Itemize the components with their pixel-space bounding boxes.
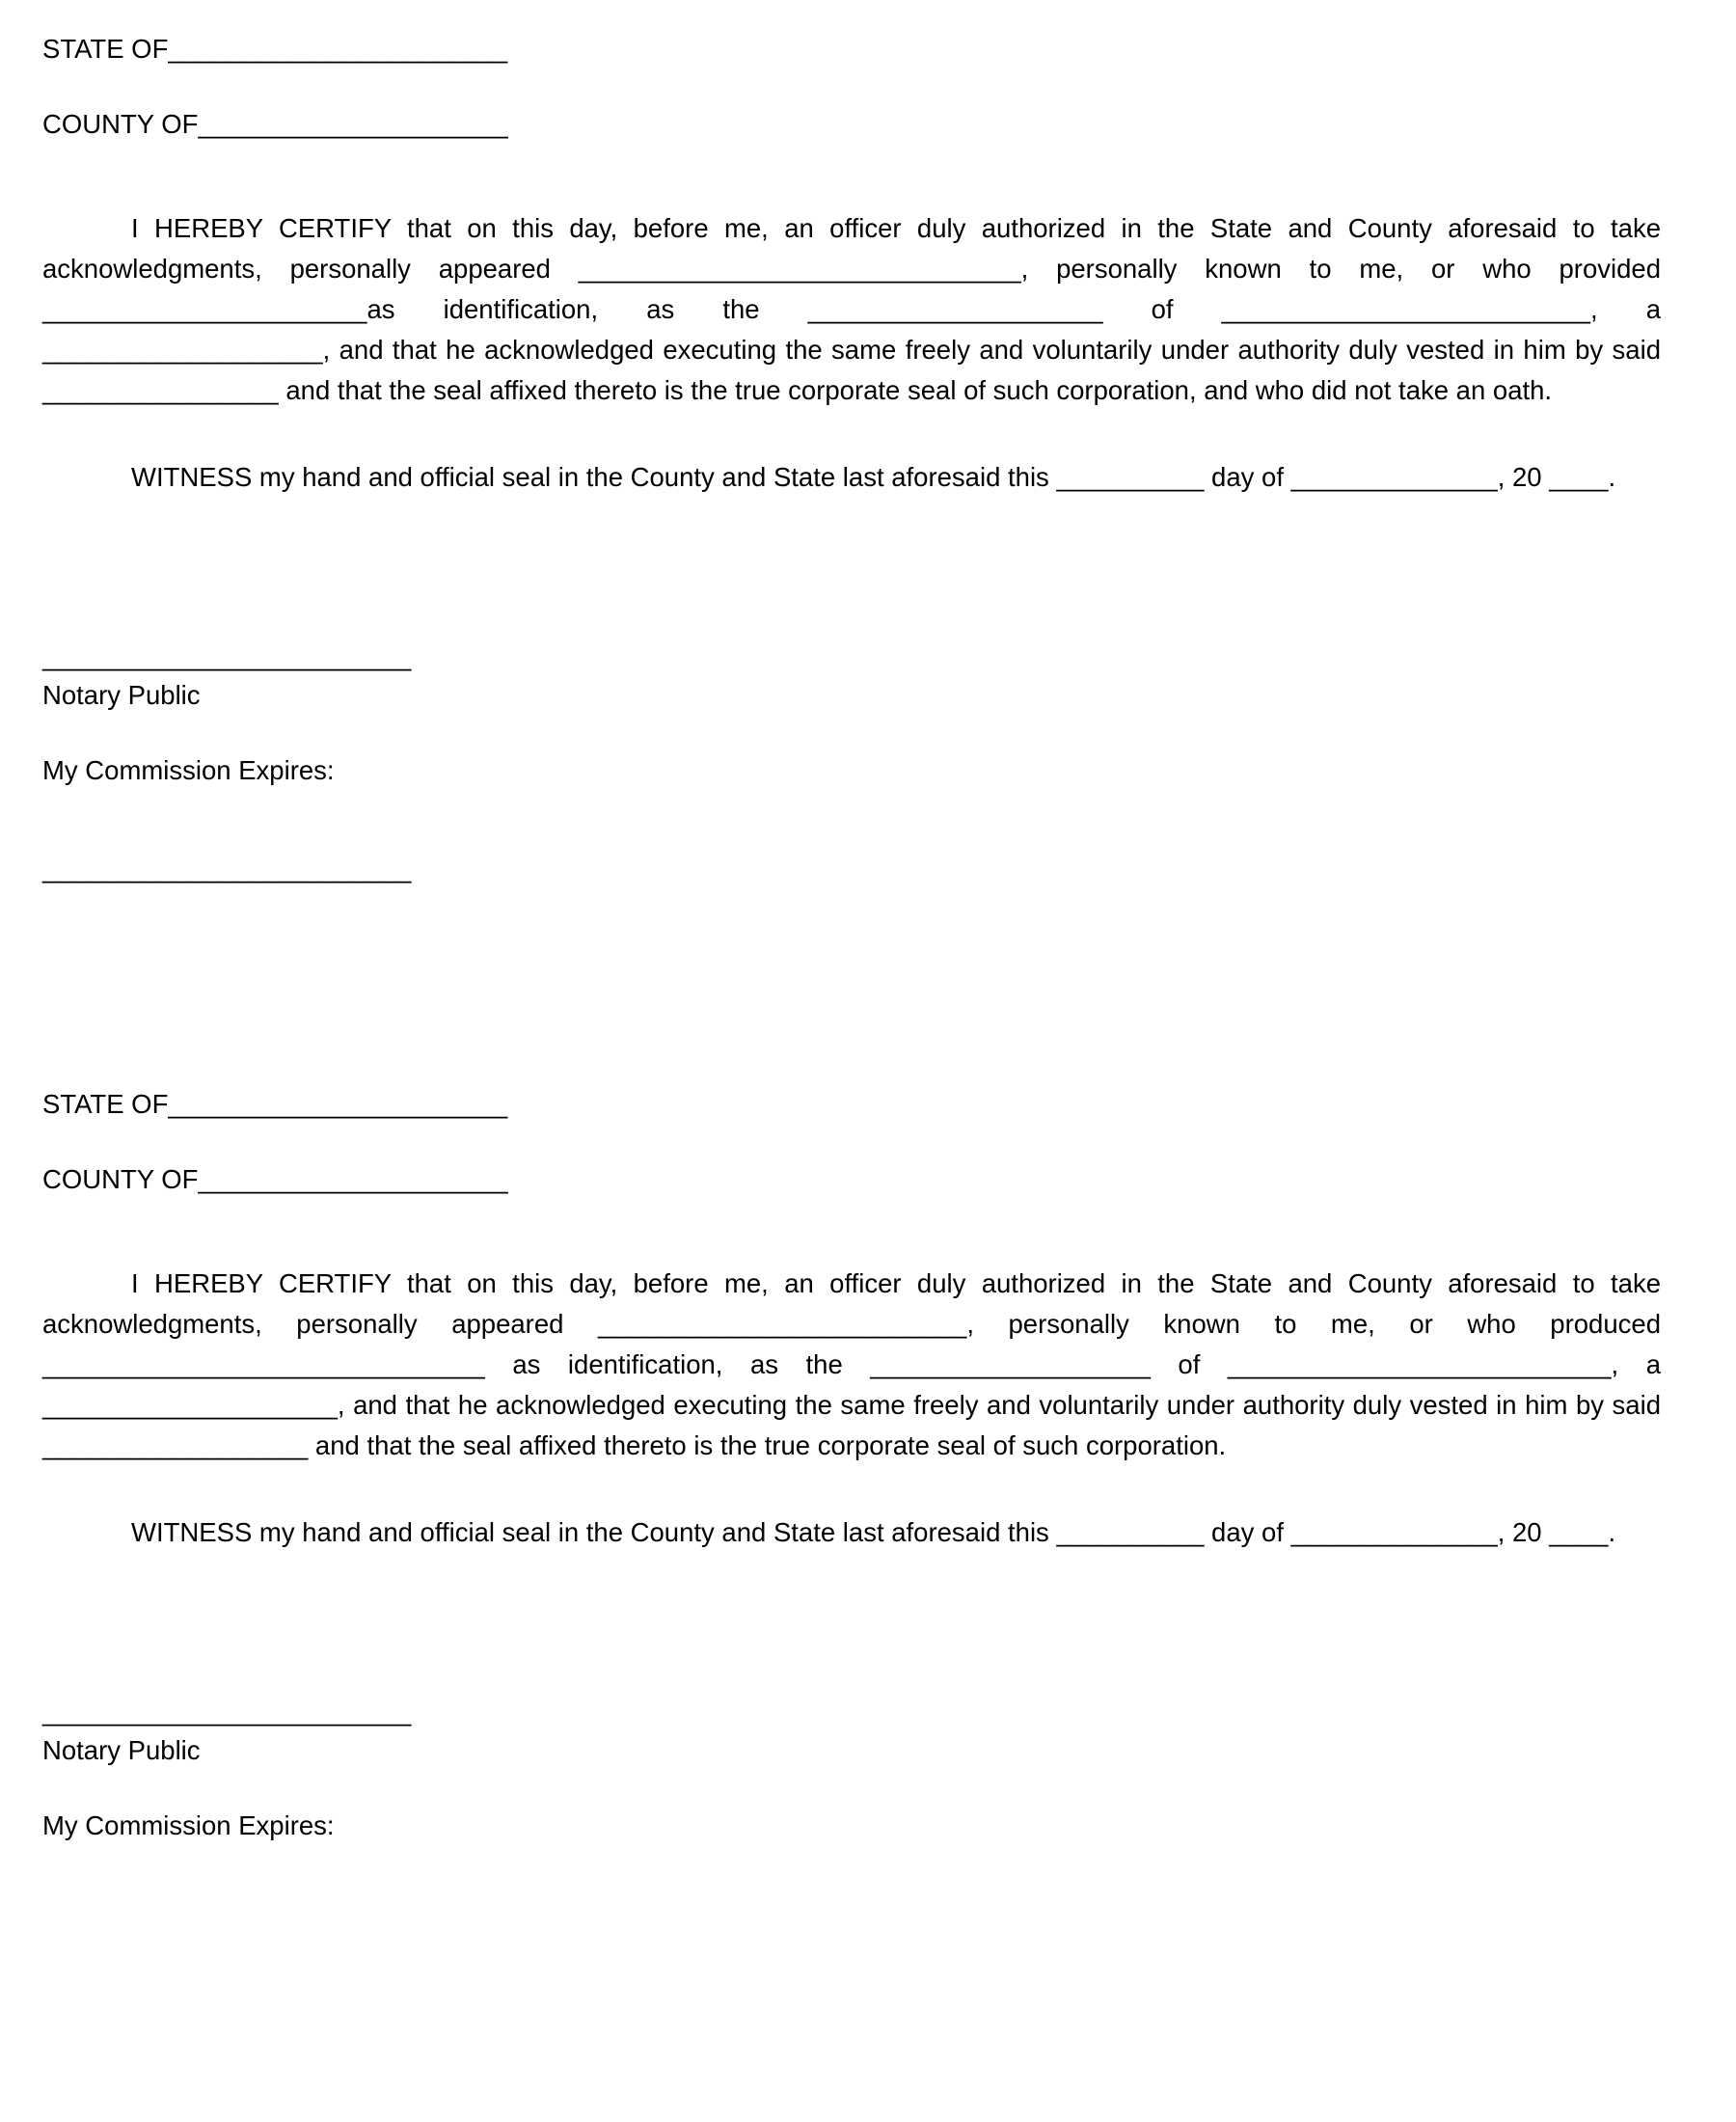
certify-text-b: , personally known to me, or who produced	[966, 1309, 1661, 1339]
notary-signature-line-2: _________________________	[42, 1697, 412, 1727]
month-blank: ______________	[1290, 462, 1498, 492]
certify-text-a: I HEREBY CERTIFY that on this day, before me, an officer duly authorized in the State and County aforesaid to take acknowledgments, personally appeared	[42, 1268, 1661, 1339]
spacer	[42, 1553, 1661, 1698]
day-blank: __________	[1056, 462, 1205, 492]
witness-text-b: day of	[1204, 1517, 1291, 1547]
spacer	[42, 1194, 1661, 1264]
state-of-blank: _______________________	[168, 1089, 508, 1119]
spacer	[42, 785, 1661, 855]
county-of-line-2	[42, 1165, 1661, 1194]
certify-text-c: as identification, as the	[484, 1349, 871, 1379]
commission-expires-label-1: My Commission Expires:	[42, 755, 335, 785]
witness-paragraph-2	[42, 1512, 1661, 1553]
notary-signature-line-1: _________________________	[42, 641, 412, 671]
county-of-line-1	[42, 110, 1661, 139]
witness-text-c: , 20	[1497, 1517, 1550, 1547]
state-of-label: STATE OF	[42, 34, 169, 64]
notary-public-label-2: Notary Public	[42, 1735, 201, 1765]
block-separator	[42, 884, 1661, 1090]
certify-paragraph-1	[42, 208, 1661, 411]
certify-text-e: , a	[1589, 294, 1661, 324]
certify-text-g: and that the seal affixed thereto is the true corporate seal of such corporation.	[308, 1430, 1227, 1460]
state-of-blank: _______________________	[168, 34, 508, 64]
spacer	[42, 139, 1661, 208]
spacer	[42, 64, 1661, 110]
title-blank: ____________________	[807, 294, 1103, 324]
witness-text-a: WITNESS my hand and official seal in the County and State last aforesaid this	[131, 1517, 1057, 1547]
certify-text-d: of	[1102, 294, 1222, 324]
authority-blank: __________________	[42, 1430, 309, 1460]
name-blank: ______________________________	[578, 254, 1021, 284]
day-blank: __________	[1056, 1517, 1205, 1547]
company-blank: __________________________	[1227, 1349, 1612, 1379]
year-blank: ____	[1549, 462, 1609, 492]
certify-text-g: and that the seal affixed thereto is the true corporate seal of such corporation, and who did not take an oath.	[278, 375, 1553, 405]
county-of-label: COUNTY OF	[42, 1164, 199, 1194]
witness-text-a: WITNESS my hand and official seal in the County and State last aforesaid this	[131, 462, 1057, 492]
authority-blank: ________________	[42, 375, 279, 405]
witness-text-d: .	[1608, 1517, 1616, 1547]
witness-paragraph-1	[42, 457, 1661, 498]
certify-text-b: , personally known to me, or who provided	[1020, 254, 1662, 284]
certify-paragraph-2	[42, 1264, 1661, 1466]
acknowledgment-block-2	[42, 1090, 1661, 1840]
certify-text-f: , and that he acknowledged executing the same freely and voluntarily under authority duly vested in him by said	[337, 1390, 1661, 1420]
certify-text-f: , and that he acknowledged executing the same freely and voluntarily under authority duly vested in him by said	[322, 335, 1661, 365]
name-blank: _________________________	[597, 1309, 967, 1339]
state-of-line-1	[42, 35, 1661, 64]
spacer	[42, 710, 1661, 756]
company-blank: _________________________	[1221, 294, 1590, 324]
county-of-blank: _____________________	[198, 109, 508, 139]
notary-public-label-1: Notary Public	[42, 680, 201, 710]
spacer	[42, 1466, 1661, 1512]
year-blank: ____	[1549, 1517, 1609, 1547]
certify-text-a: I HEREBY CERTIFY that on this day, before me, an officer duly authorized in the State and County aforesaid to take acknowledgments, personally appeared	[42, 213, 1661, 284]
witness-text-c: , 20	[1497, 462, 1550, 492]
identification-blank: ______________________________	[42, 1349, 485, 1379]
commission-expires-label-2: My Commission Expires:	[42, 1810, 335, 1840]
commission-expires-line-1: _________________________	[42, 854, 412, 884]
witness-text-d: .	[1608, 462, 1616, 492]
spacer	[42, 1765, 1661, 1811]
certify-text-e: , a	[1611, 1349, 1662, 1379]
witness-text-b: day of	[1204, 462, 1291, 492]
county-of-label: COUNTY OF	[42, 109, 199, 139]
title-blank: ___________________	[870, 1349, 1151, 1379]
county-of-blank: _____________________	[198, 1164, 508, 1194]
state-of-label: STATE OF	[42, 1089, 169, 1119]
acknowledgment-block-1	[42, 35, 1661, 884]
certify-text-d: of	[1150, 1349, 1228, 1379]
spacer	[42, 498, 1661, 642]
month-blank: ______________	[1290, 1517, 1498, 1547]
spacer	[42, 411, 1661, 457]
certify-text-c: as identification, as the	[366, 294, 808, 324]
entity-type-blank: ___________________	[42, 335, 323, 365]
entity-type-blank: ____________________	[42, 1390, 338, 1420]
identification-blank: ______________________	[42, 294, 367, 324]
spacer	[42, 1119, 1661, 1165]
state-of-line-2	[42, 1090, 1661, 1119]
